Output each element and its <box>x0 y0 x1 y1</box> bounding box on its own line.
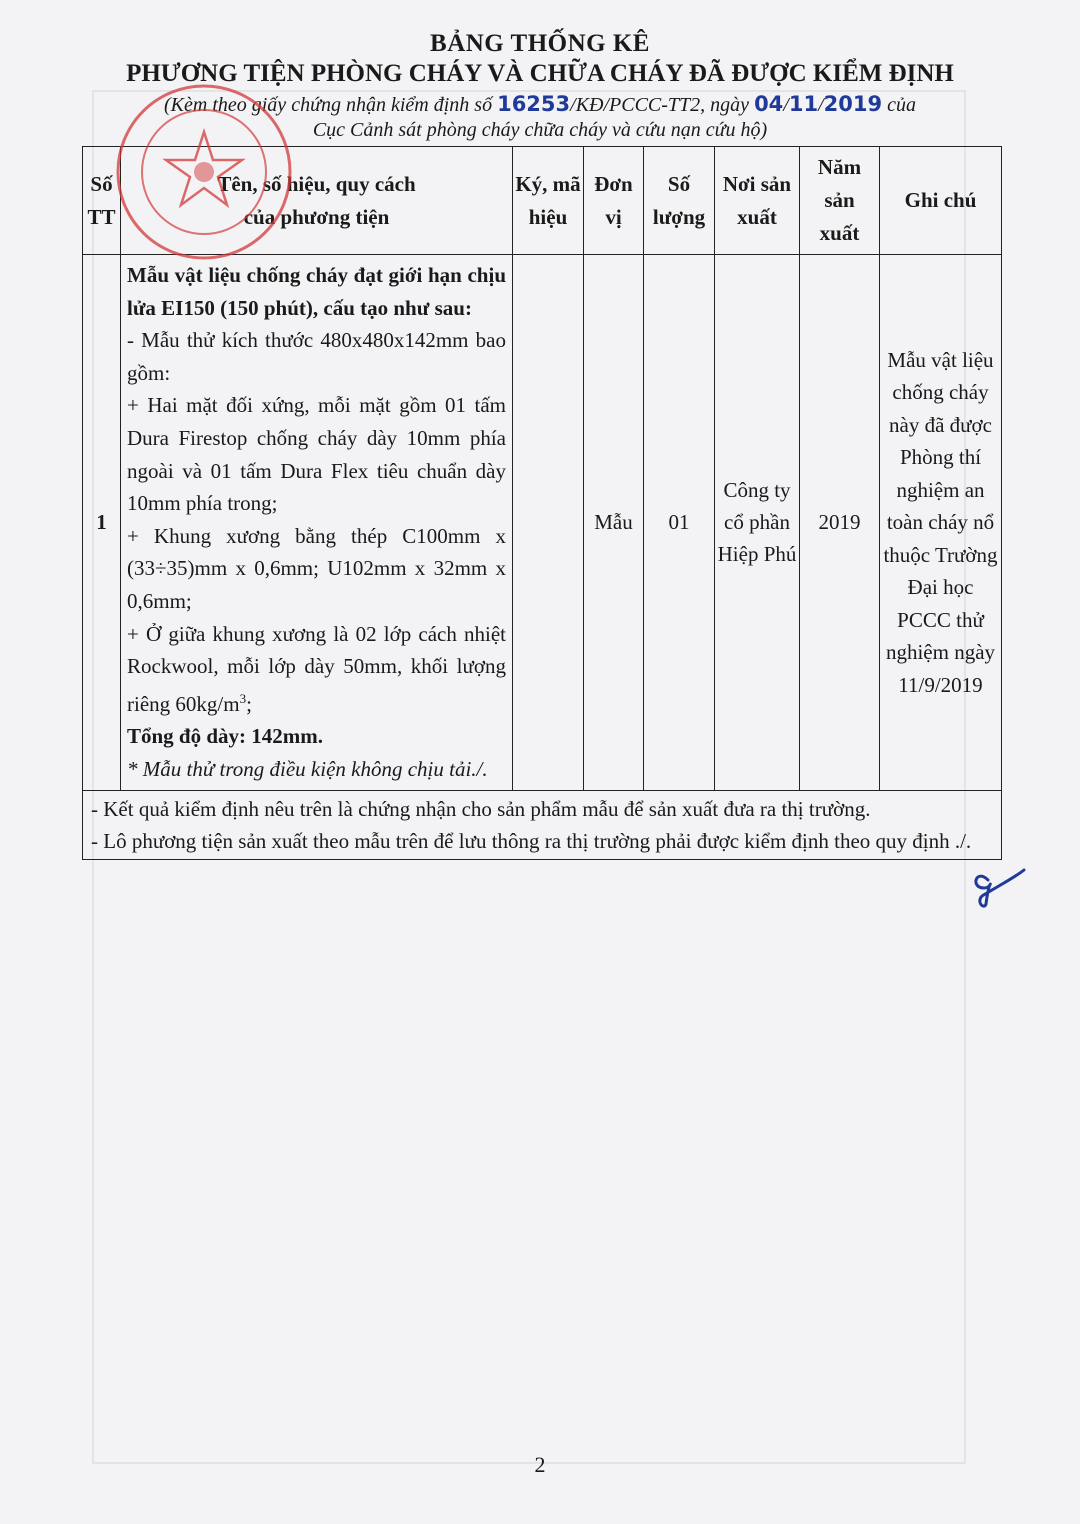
header-quantity: Số lượng <box>644 147 715 255</box>
subtitle-line-2: Cục Cảnh sát phòng cháy chữa cháy và cứu nạn cứu hộ) <box>312 119 768 141</box>
official-seal-stamp <box>112 80 297 265</box>
date-year: 2019 <box>823 92 883 116</box>
desc-load-note: * Mẫu thử trong điều kiện không chịu tải./. <box>127 756 488 781</box>
cell-description <box>121 255 513 791</box>
desc-total-thickness: Tổng độ dày: 142mm. <box>127 724 324 749</box>
subtitle-suffix: của <box>882 94 916 116</box>
cell-quantity: 01 <box>644 255 715 791</box>
cert-number: 16253 <box>497 92 571 116</box>
header-stt: Số TT <box>83 147 121 255</box>
subtitle-prefix: (Kèm theo giấy chứng nhận kiểm định số <box>164 94 498 116</box>
header-year: Năm sản xuất <box>800 147 880 255</box>
cell-model <box>513 255 584 791</box>
date-month: 11 <box>788 92 819 116</box>
title-line-2: PHƯƠNG TIỆN PHÒNG CHÁY VÀ CHỮA CHÁY ĐÃ ĐƯỢC KIỂM ĐỊNH <box>126 60 954 87</box>
table-footer-row <box>83 790 1002 859</box>
header-name: Tên, số hiệu, quy cách của phương tiện <box>121 147 513 255</box>
cell-stt: 1 <box>83 255 121 791</box>
header-unit: Đơn vị <box>584 147 644 255</box>
footer-notes <box>83 790 1002 859</box>
header-manufacturer: Nơi sản xuất <box>715 147 800 255</box>
desc-size: - Mẫu thử kích thước 480x480x142mm bao gồm: <box>127 328 506 385</box>
desc-insulation: + Ở giữa khung xương là 02 lớp cách nhiệt Rockwool, mỗi lớp dày 50mm, khối lượng riêng $60kg/m^3$; <box>127 621 506 716</box>
table-row <box>83 255 1002 791</box>
title-line-1: BẢNG THỐNG KÊ <box>430 30 650 57</box>
cell-unit: Mẫu <box>584 255 644 791</box>
cell-note: Mẫu vật liệu chống cháy này đã được Phòng thí nghiệm an toàn cháy nổ thuộc Trường Đại học PCCC thử nghiệm ngày 11/9/2019 <box>880 255 1002 791</box>
desc-title: Mẫu vật liệu chống cháy đạt giới hạn chịu lửa EI150 (150 phút), cấu tạo như sau: <box>127 263 506 320</box>
desc-frame: + Khung xương bằng thép C100mm x (33÷35)mm x 0,6mm; U102mm x 32mm x 0,6mm; <box>127 523 506 613</box>
header-model: Ký, mã hiệu <box>513 147 584 255</box>
initial-signature <box>958 858 1028 908</box>
footer-note-1: - Kết quả kiểm định nêu trên là chứng nhận cho sản phẩm mẫu để sản xuất đưa ra thị trường. <box>91 796 871 821</box>
date-day: 04 <box>754 92 784 116</box>
header-note: Ghi chú <box>880 147 1002 255</box>
cell-manufacturer: Công ty cổ phần Hiệp Phú <box>715 255 800 791</box>
page-number: 2 <box>534 1452 546 1477</box>
cell-year: 2019 <box>800 255 880 791</box>
subtitle-line-1: (Kèm theo giấy chứng nhận kiểm định số 16253/KĐ/PCCC-TT2, ngày 04/11/2019 của <box>164 92 916 116</box>
footer-note-2: - Lô phương tiện sản xuất theo mẫu trên để lưu thông ra thị trường phải được kiểm định theo quy định ./. <box>91 828 972 853</box>
subtitle-mid: /KĐ/PCCC-TT2, ngày <box>570 94 755 116</box>
desc-faces: + Hai mặt đối xứng, mỗi mặt gồm 01 tấm Dura Firestop chống cháy dày 10mm phía ngoài và 01 tấm Dura Flex tiêu chuẩn dày 10mm phía trong; <box>127 393 506 516</box>
